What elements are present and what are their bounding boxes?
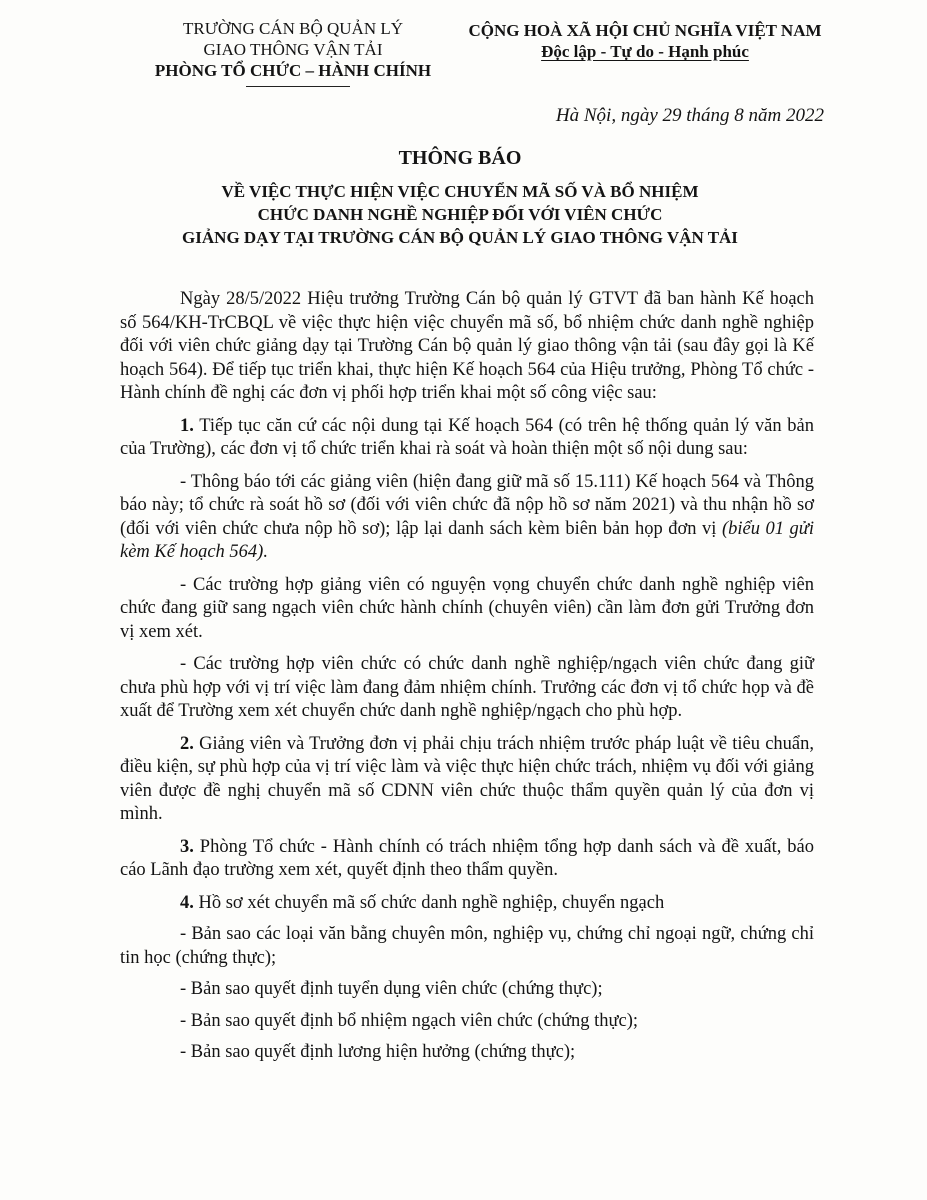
national-header — [440, 20, 850, 62]
org-line-1: TRƯỜNG CÁN BỘ QUẢN LÝ — [182, 19, 404, 38]
item-2-text: Giảng viên và Trưởng đơn vị phải chịu trách nhiệm trước pháp luật về tiêu chuẩn, điều kiện, sự phù hợp của vị trí việc làm và việc thực hiện chức trách, nhiệm vụ đối với giảng viên được đề nghị chuyển mã số CDNN viên chức thuộc thẩm quyền quản lý của đơn vị mình. — [120, 733, 814, 824]
item-2 — [120, 733, 814, 827]
document-subtitle — [90, 180, 830, 249]
item-1 — [120, 415, 814, 462]
item-1-c: - Các trường hợp viên chức có chức danh nghề nghiệp/ngạch viên chức đang giữ chưa phù hợp với vị trí việc làm đang đảm nhiệm chính. Trưởng các đơn vị tổ chức họp và đề xuất để Trường xem xét chuyển chức danh nghề nghiệp/ngạch cho phù hợp. — [120, 654, 814, 721]
subtitle-line-2: CHỨC DANH NGHỀ NGHIỆP ĐỐI VỚI VIÊN CHỨC — [257, 205, 663, 224]
item-1-text: Tiếp tục căn cứ các nội dung tại Kế hoạch 564 (có trên hệ thống quản lý văn bản của Trường), các đơn vị tổ chức triển khai rà soát và hoàn thiện một số nội dung sau: — [120, 415, 814, 459]
document-body — [120, 288, 814, 1073]
item-1-number: 1. — [180, 415, 194, 436]
item-1-a — [120, 471, 814, 565]
national-motto: Độc lập - Tự do - Hạnh phúc — [541, 42, 749, 61]
subtitle-line-1: VỀ VIỆC THỰC HIỆN VIỆC CHUYỂN MÃ SỐ VÀ BỔ NHIỆM — [221, 182, 699, 201]
org-line-3: PHÒNG TỔ CHỨC – HÀNH CHÍNH — [154, 61, 432, 80]
nation-name: CỘNG HOÀ XÃ HỘI CHỦ NGHĨA VIỆT NAM — [468, 21, 822, 40]
item-4-d: - Bản sao quyết định lương hiện hưởng (chứng thực); — [180, 1042, 576, 1062]
item-3-number: 3. — [180, 836, 194, 857]
item-3-text: Phòng Tổ chức - Hành chính có trách nhiệm tổng hợp danh sách và đề xuất, báo cáo Lãnh đạo trường xem xét, quyết định theo thẩm quyền. — [120, 836, 814, 880]
item-4-c: - Bản sao quyết định bổ nhiệm ngạch viên chức (chứng thực); — [180, 1010, 639, 1031]
item-4-a: - Bản sao các loại văn bằng chuyên môn, nghiệp vụ, chứng chỉ ngoại ngữ, chứng chỉ tin học (chứng thực); — [120, 924, 814, 968]
item-1-b: - Các trường hợp giảng viên có nguyện vọng chuyển chức danh nghề nghiệp viên chức đang giữ sang ngạch viên chức hành chính (chuyên viên) cần làm đơn gửi Trưởng đơn vị xem xét. — [120, 574, 814, 642]
item-4 — [120, 892, 814, 916]
item-4-text: Hồ sơ xét chuyển mã số chức danh nghề nghiệp, chuyển ngạch — [193, 892, 665, 913]
item-1-a-text: - Thông báo tới các giảng viên (hiện đang giữ mã số 15.111) Kế hoạch 564 và Thông báo này; tổ chức rà soát hồ sơ (đối với viên chức đã nộp hồ sơ năm 2021) và thu nhận hồ sơ (đối với viên chức chưa nộp hồ sơ); lập lại danh sách kèm biên bản họp đơn vị — [120, 471, 814, 539]
document-date: Hà Nội, ngày 29 tháng 8 năm 2022 — [555, 105, 824, 126]
item-2-number: 2. — [180, 733, 194, 754]
subtitle-line-3: GIẢNG DẠY TẠI TRƯỜNG CÁN BỘ QUẢN LÝ GIAO THÔNG VẬN TẢI — [182, 228, 738, 247]
document-title: THÔNG BÁO — [398, 147, 522, 169]
org-underline — [246, 86, 350, 87]
issuing-organization — [128, 18, 458, 81]
item-4-number: 4. — [180, 892, 194, 913]
org-line-2: GIAO THÔNG VẬN TẢI — [203, 40, 383, 59]
intro-paragraph: Ngày 28/5/2022 Hiệu trưởng Trường Cán bộ quản lý GTVT đã ban hành Kế hoạch số 564/KH-TrCBQL về việc thực hiện việc chuyển mã số, bổ nhiệm chức danh nghề nghiệp đối với viên chức giảng dạy tại Trường Cán bộ quản lý giao thông vận tải (sau đây gọi là Kế hoạch 564). Để tiếp tục triển khai, thực hiện Kế hoạch 564 của Hiệu trưởng, Phòng Tổ chức - Hành chính đề nghị các đơn vị phối hợp triển khai một số công việc sau: — [120, 289, 814, 403]
item-3 — [120, 836, 814, 883]
item-4-b: - Bản sao quyết định tuyển dụng viên chức (chứng thực); — [180, 979, 603, 999]
item-1-a-reference: (biểu 01 gửi kèm Kế hoạch 564). — [120, 518, 814, 562]
